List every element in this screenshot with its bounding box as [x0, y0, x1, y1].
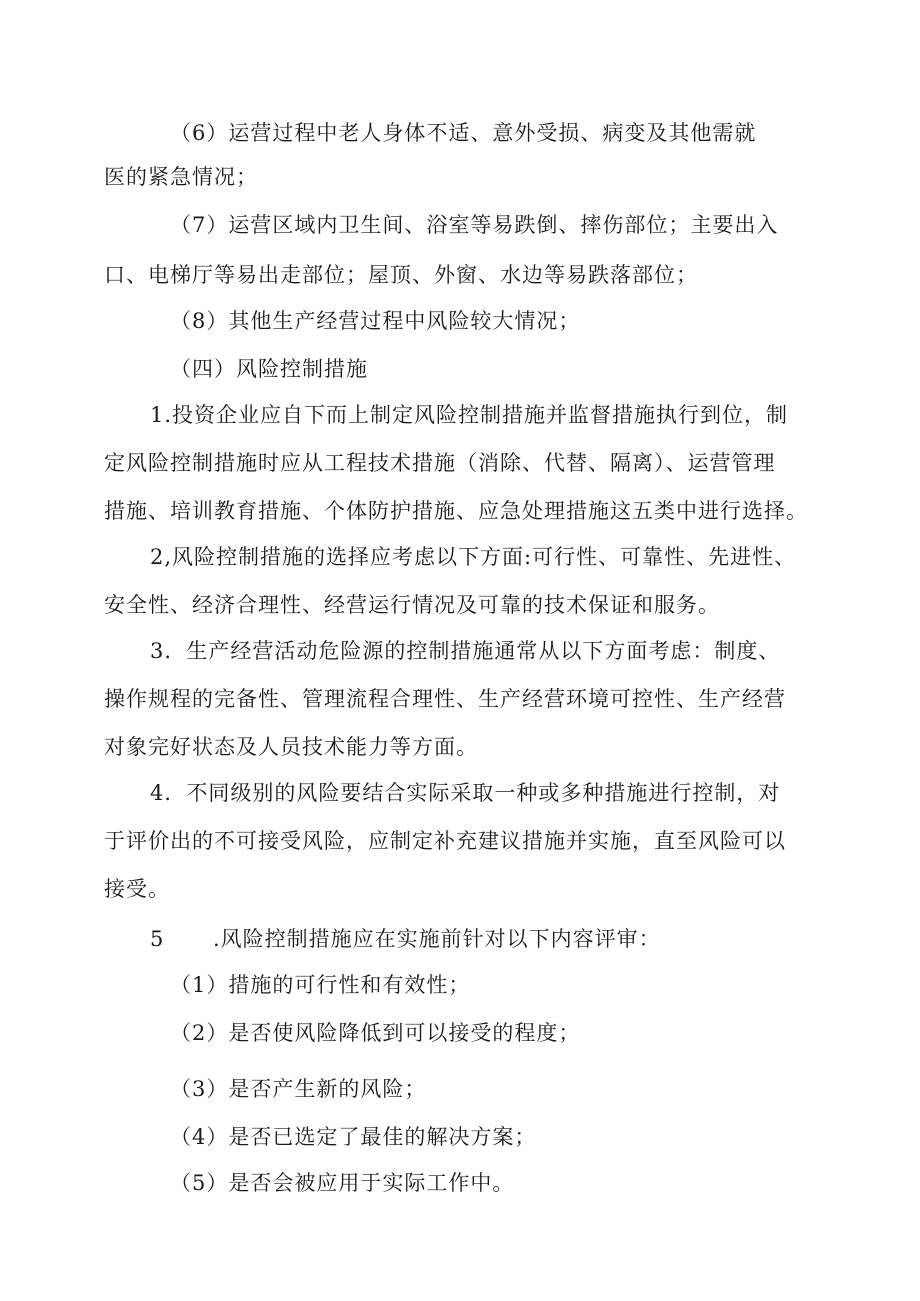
point-3-line-2: 操作规程的完备性、管理流程合理性、生产经营环境可控性、生产经营: [104, 687, 786, 711]
point-5-text: .风险控制措施应在实施前针对以下内容评审：: [213, 927, 661, 951]
point-4-line-2: 于评价出的不可接受风险，应制定补充建议措施并实施，直至风险可以: [104, 829, 786, 853]
point-1-line-2: 定风险控制措施时应从工程技术措施（消除、代替、隔离）、运营管理: [104, 451, 776, 475]
section-heading: （四）风险控制措施: [170, 357, 368, 381]
point-4-line-1: 4．不同级别的风险要结合实际采取一种或多种措施进行控制，对: [150, 781, 781, 805]
item-6-line-2: 医的紧急情况；: [104, 165, 258, 189]
review-item-3: （3）是否产生新的风险；: [170, 1077, 427, 1101]
point-3-line-1: 3．生产经营活动危险源的控制措施通常从以下方面考虑：制度、: [150, 639, 781, 663]
review-item-2: （2）是否使风险降低到可以接受的程度；: [170, 1021, 581, 1045]
review-item-1: （1）措施的可行性和有效性；: [170, 973, 471, 997]
item-7-line-2: 口、电梯厅等易出走部位；屋顶、外窗、水边等易跌落部位；: [104, 263, 698, 287]
point-4-line-3: 接受。: [104, 877, 170, 901]
review-item-4: （4）是否已选定了最佳的解决方案；: [170, 1125, 537, 1149]
point-2-line-1: 2,风险控制措施的选择应考虑以下方面:可行性、可靠性、先进性、: [150, 545, 797, 569]
item-6-line-1: （6）运营过程中老人身体不适、意外受损、病变及其他需就: [170, 121, 757, 145]
point-2-line-2: 安全性、经济合理性、经营运行情况及可靠的技术保证和服务。: [104, 593, 720, 617]
point-3-line-3: 对象完好状态及人员技术能力等方面。: [104, 735, 478, 759]
item-8-line-1: （8）其他生产经营过程中风险较大情况；: [170, 309, 581, 333]
point-5-number: 5: [150, 927, 165, 951]
item-7-line-1: （7）运营区域内卫生间、浴室等易跌倒、摔伤部位；主要出入: [170, 213, 779, 237]
point-1-line-3: 措施、培训教育措施、个体防护措施、应急处理措施这五类中进行选择。: [104, 499, 808, 523]
point-1-line-1: 1.投资企业应自下而上制定风险控制措施并监督措施执行到位，制: [150, 403, 789, 427]
review-item-5: （5）是否会被应用于实际工作中。: [170, 1171, 515, 1195]
